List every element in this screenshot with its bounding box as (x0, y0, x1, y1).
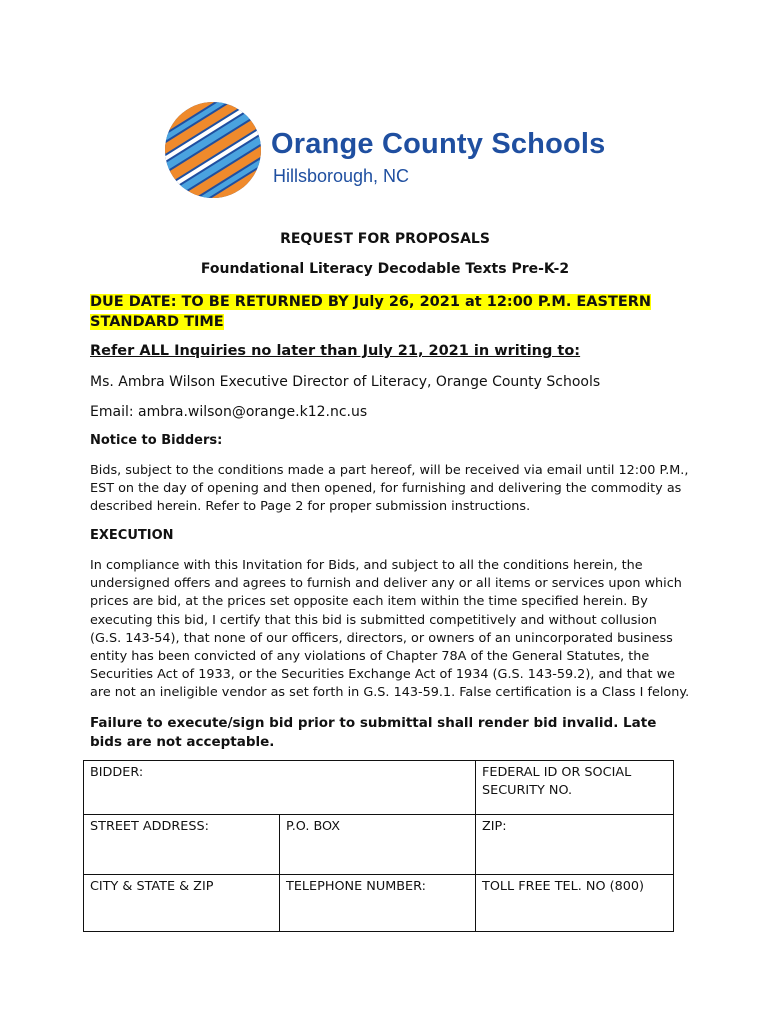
notice-heading: Notice to Bidders: (90, 433, 223, 448)
telephone-field[interactable]: TELEPHONE NUMBER: (280, 875, 476, 932)
logo-location: Hillsborough, NC (273, 166, 410, 186)
po-box-field[interactable]: P.O. BOX (280, 815, 476, 875)
logo-emblem-icon (163, 100, 263, 200)
contact-email: Email: ambra.wilson@orange.k12.nc.us (90, 404, 368, 420)
failure-notice: Failure to execute/sign bid prior to submittal shall render bid invalid. Late bids are not acceptable. (90, 715, 657, 750)
table-row (84, 875, 674, 932)
notice-text: Bids, subject to the conditions made a part hereof, will be received via email until 12:00 P.M., EST on the day of opening and then opened, for furnishing and delivering the commodity as described herein. Refer to Page 2 for proper submission instructions. (90, 463, 689, 515)
inquiries-deadline: Refer ALL Inquiries no later than July 21, 2021 in writing to: (90, 343, 581, 359)
bidder-field[interactable]: BIDDER: (84, 761, 476, 815)
page-subtitle: Foundational Literacy Decodable Texts Pre-K-2 (200, 261, 570, 277)
execution-heading: EXECUTION (90, 528, 174, 543)
toll-free-field[interactable]: TOLL FREE TEL. NO (800) (476, 875, 674, 932)
table-row (84, 815, 674, 875)
due-date-notice (90, 292, 690, 332)
zip-field[interactable]: ZIP: (476, 815, 674, 875)
school-logo (163, 100, 613, 220)
contact-person: Ms. Ambra Wilson Executive Director of Literacy, Orange County Schools (90, 374, 601, 390)
city-state-zip-field[interactable]: CITY & STATE & ZIP (84, 875, 280, 932)
due-date-highlight: DUE DATE: TO BE RETURNED BY July 26, 2021 at 12:00 P.M. EASTERN STANDARD TIME (90, 294, 652, 330)
federal-id-field[interactable]: FEDERAL ID OR SOCIAL SECURITY NO. (476, 761, 674, 815)
bidder-info-table (83, 760, 674, 932)
page-title: REQUEST FOR PROPOSALS (280, 231, 490, 247)
street-address-field[interactable]: STREET ADDRESS: (84, 815, 280, 875)
execution-text: In compliance with this Invitation for Bids, and subject to all the conditions herein, the undersigned offers and agrees to furnish and deliver any or all items or services upon which prices are bid, at the prices set opposite each item within the time specified herein. By executing this bid, I certify that this bid is submitted competitively and without collusion (G.S. 143-54), that none of our officers, directors, or owners of an unincorporated business entity has been convicted of any violations of Chapter 78A of the General Statutes, the Securities Act of 1933, or the Securities Exchange Act of 1934 (G.S. 143-59.2), and that we are not an ineligible vendor as set forth in G.S. 143-59.1. False certification is a Class I felony. (90, 558, 690, 701)
logo-school-name: Orange County Schools (271, 128, 606, 160)
table-row (84, 761, 674, 815)
